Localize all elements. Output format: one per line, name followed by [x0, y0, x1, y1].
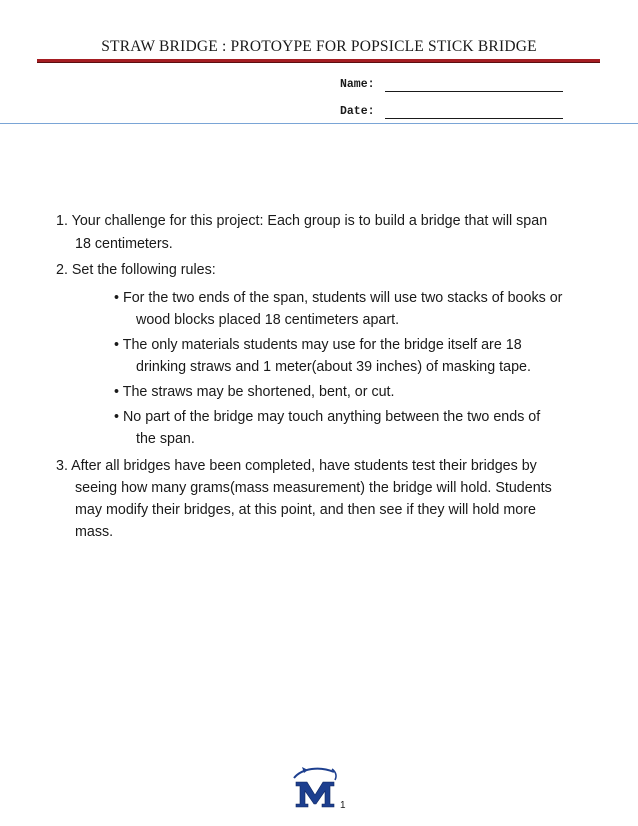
date-field: [340, 105, 375, 118]
bullet-1-line-2: wood blocks placed 18 centimeters apart.: [136, 312, 400, 328]
item-3-line-3: may modify their bridges, at this point, and then see if they will hold more: [75, 502, 536, 518]
section-divider: [0, 123, 638, 124]
bullet-2-line-2: drinking straws and 1 meter(about 39 inches) of masking tape.: [136, 359, 531, 375]
date-blank-line[interactable]: [385, 118, 563, 119]
item-1-line-2: 18 centimeters.: [75, 236, 173, 252]
name-field: [340, 78, 375, 91]
page-number: 1: [340, 800, 346, 811]
item-3-line-1: 3. After all bridges have been completed, have students test their bridges by: [56, 458, 537, 474]
item-3-line-4: mass.: [75, 524, 114, 540]
date-label: Date:: [340, 105, 375, 118]
header-divider: [37, 59, 600, 63]
school-m-logo-icon: [288, 766, 342, 808]
bullet-4-line-2: the span.: [136, 431, 195, 447]
bullet-4-line-1: • No part of the bridge may touch anything between the two ends of: [114, 409, 541, 425]
item-1-line-1: 1. Your challenge for this project: Each group is to build a bridge that will span: [56, 213, 548, 229]
bullet-2-line-1: • The only materials students may use for the bridge itself are 18: [114, 337, 522, 353]
item-3-line-2: seeing how many grams(mass measurement) the bridge will hold. Students: [75, 480, 552, 496]
bullet-1-line-1: • For the two ends of the span, students will use two stacks of books or: [114, 290, 563, 306]
bullet-3: • The straws may be shortened, bent, or cut.: [114, 384, 395, 400]
name-label: Name:: [340, 78, 375, 91]
name-blank-line[interactable]: [385, 91, 563, 92]
page-title: STRAW BRIDGE : PROTOYPE FOR POPSICLE STICK BRIDGE: [101, 38, 537, 55]
item-2: 2. Set the following rules:: [56, 262, 216, 278]
